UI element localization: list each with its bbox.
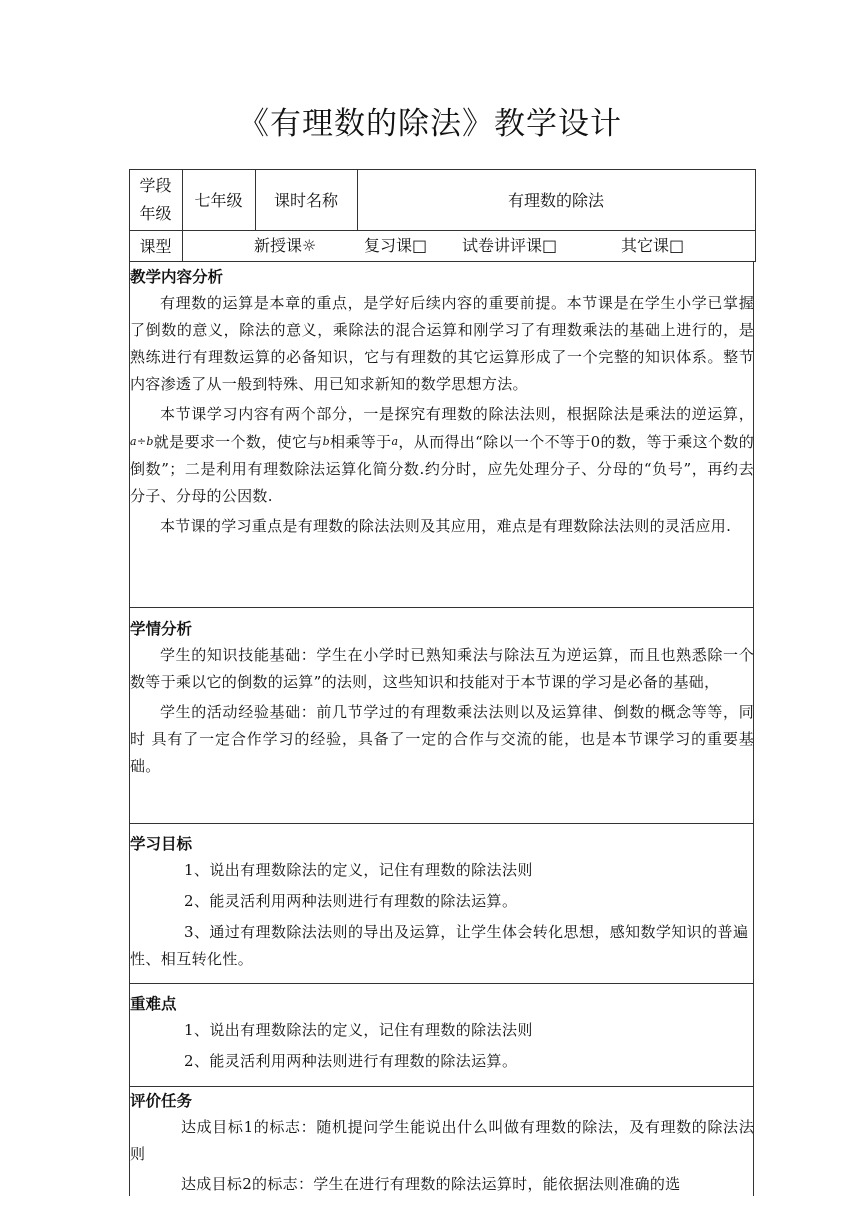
math-expression: a÷b xyxy=(130,435,154,448)
stage-label-cell xyxy=(129,169,182,230)
section-divider xyxy=(129,983,754,984)
paragraph: 有理数的运算是本章的重点，是学好后续内容的重要前提。本节课是在学生小学已掌握了倒数的意义，除法的意义，乘除法的混合运算和刚学习了有理数乘法的基础上进行的，是熟练进行有理数运算的必备知识，它与有理数的其它运算形成了一个完整的知识体系。整节内容渗透了从一般到特殊、用已知求新知的数学思想方法。 xyxy=(130,294,754,393)
key-point-item: 1、说出有理数除法的定义，记住有理数的除法法则 xyxy=(184,1021,533,1039)
section-divider xyxy=(129,1086,754,1087)
stage-label: 学段 xyxy=(139,175,172,195)
objective-item: 1、说出有理数除法的定义，记住有理数的除法法则 xyxy=(184,861,533,879)
course-type-other[interactable]: 其它课□ xyxy=(621,236,685,255)
paragraph: 达成目标2的标志：学生在进行有理数的除法运算时，能依据法则准确的选 xyxy=(181,1175,681,1193)
text-run: ，从而得出“除以一个不等于0的数，等于乘这个数的倒数”；二是利用有理数除法运算化简分数.约分时，应先处理分子、分母的“负号”，再约去分子、分母的公因数. xyxy=(130,433,754,505)
paragraph: 学生的活动经验基础：前几节学过的有理数乘法法则以及运算律、倒数的概念等等，同时 具有了一定合作学习的经验，具备了一定的合作与交流的能，也是本节课学习的重要基础。 xyxy=(130,703,754,775)
section-evaluation xyxy=(130,1090,754,1196)
section-heading: 学习目标 xyxy=(130,835,193,853)
course-type-review[interactable]: 复习课□ xyxy=(364,236,428,255)
table-border-row2 xyxy=(129,261,756,262)
section-content-analysis xyxy=(130,266,754,543)
course-type-label: 课型 xyxy=(139,237,172,256)
section-divider xyxy=(129,823,754,824)
math-variable: a xyxy=(391,435,399,448)
course-type-new[interactable]: 新授课☼ xyxy=(254,236,317,255)
section-heading: 重难点 xyxy=(130,995,177,1013)
key-point-item: 2、能灵活利用两种法则进行有理数的除法运算。 xyxy=(184,1052,518,1070)
paragraph: 本节课的学习重点是有理数的除法法则及其应用，难点是有理数除法法则的灵活应用. xyxy=(160,517,732,535)
course-name-value: 有理数的除法 xyxy=(507,191,604,210)
section-heading: 教学内容分析 xyxy=(130,268,224,286)
course-name-label: 课时名称 xyxy=(273,191,338,210)
grade-label: 年级 xyxy=(139,203,172,223)
paragraph: 学生的知识技能基础：学生在小学时已熟知乘法与除法互为逆运算，而且也熟悉除一个数等于乘以它的倒数的运算”的法则，这些知识和技能对于本节课的学习是必备的基础， xyxy=(130,646,754,691)
text-run: 相乘等于 xyxy=(330,433,392,451)
section-key-points xyxy=(130,993,754,1079)
table-border-right xyxy=(755,169,756,261)
text-run: 就是要求一个数，使它与 xyxy=(153,433,323,451)
section-heading: 评价任务 xyxy=(130,1092,193,1110)
section-heading: 学情分析 xyxy=(130,620,193,638)
grade-value: 七年级 xyxy=(194,191,243,210)
course-type-exam-review[interactable]: 试卷讲评课□ xyxy=(462,236,558,255)
page-title: 《有理数的除法》教学设计 xyxy=(238,106,622,142)
math-variable: b xyxy=(322,435,330,448)
section-student-analysis xyxy=(130,618,754,783)
objective-item: 2、能灵活利用两种法则进行有理数的除法运算。 xyxy=(184,892,518,910)
text-run: 本节课学习内容有两个部分，一是探究有理数的除法法则，根据除法是乘法的逆运算， xyxy=(160,405,754,423)
section-divider xyxy=(129,607,754,608)
paragraph: 达成目标1的标志：随机提问学生能说出什么叫做有理数的除法，及有理数的除法法则 xyxy=(130,1118,754,1163)
objective-item: 3、通过有理数除法法则的导出及运算，让学生体会转化思想，感知数学知识的普遍性、相互转化性。 xyxy=(130,923,749,968)
table-border-row1 xyxy=(129,230,756,231)
paragraph xyxy=(130,401,754,510)
section-objectives xyxy=(130,833,754,977)
